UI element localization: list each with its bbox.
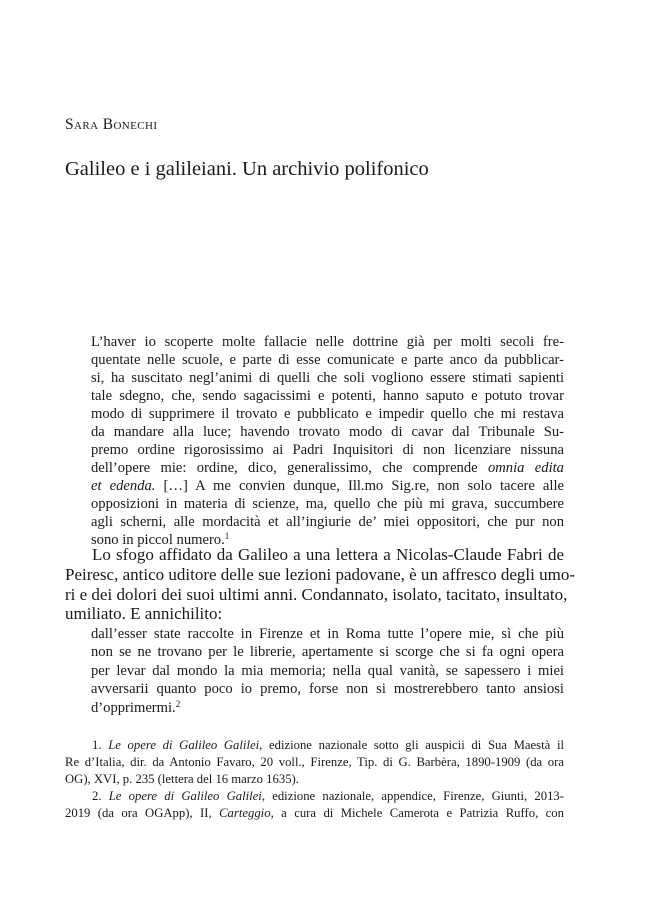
footnote-ref[interactable]: 1 (224, 531, 230, 541)
quote-line: per levar dal mondo la mia memoria; nella qual vanità, se sapessero i miei (91, 662, 564, 679)
paragraph-line: Lo sfogo affidato da Galileo a una lettera a Nicolas-Claude Fabri de (92, 545, 564, 564)
footnote-text: , edizione nazionale sotto gli auspicii di Sua Maestà il (259, 738, 564, 752)
quote-text: […] A me convien dunque, Ill.mo Sig.re, non solo tacere alle (155, 478, 564, 494)
footnote-number: 1. (92, 738, 109, 752)
quote-line: modo di supprimere il trovato e pubblicato e impedir quello che mi restava (91, 406, 564, 422)
quote-line: si, ha suscitato negl’animi di quelli che soli vogliono essere stimati sapienti (91, 370, 564, 386)
footnote-number: 2. (92, 789, 109, 803)
footnotes (65, 737, 564, 822)
footnote-text: 2019 (da ora OGApp), II, (65, 806, 220, 820)
chapter-title: Galileo e i galileiani. Un archivio polifonico (65, 158, 429, 180)
quote-text: d’opprimermi. (91, 699, 176, 716)
quote-line: da mandare alla luce; havendo trovato modo di cavar dal Tribunale Su- (91, 424, 564, 440)
paragraph-line: ri e dei dolori dei suoi ultimi anni. Condannato, isolato, tacitato, insultato, (65, 584, 568, 604)
quote-line: premo ordine rigorosissimo ai Padri Inquisitori di non licenziare nissuna (91, 442, 564, 458)
footnote-line: Re d’Italia, dir. da Antonio Favaro, 20 voll., Firenze, Tip. di G. Barbèra, 1890-1909 (da ora (65, 755, 564, 769)
footnote-line: OG), XVI, p. 235 (lettera del 16 marzo 1635). (65, 772, 299, 786)
quote-line (91, 477, 564, 495)
quote-italic-text: et edenda. (91, 478, 156, 494)
quote-line: quentate nelle scuole, e parte di esse comunicate e parte anco da pubblicar- (91, 352, 564, 368)
footnote-italic-text: Le opere di Galileo Galilei (108, 789, 262, 803)
paragraph-line: Peiresc, antico uditore delle sue lezioni padovane, è un affresco degli umo- (65, 564, 575, 584)
footnote-2 (65, 788, 564, 805)
footnote-italic-text: Le opere di Galileo Galilei (108, 738, 260, 752)
quote-line: non se ne trovano per le librerie, apertamente si scorge che si fa ogni opera (91, 644, 564, 661)
quote-line (91, 459, 564, 477)
footnote-text: , a cura di Michele Camerota e Patrizia Ruffo, con (270, 806, 564, 820)
footnote-ref[interactable]: 2 (175, 698, 181, 709)
block-quote-peiresc (91, 333, 564, 549)
footnote-italic-text: Carteggio (219, 806, 271, 820)
quote-text: sono in piccol numero. (91, 532, 225, 548)
quote-line: dall’esser state raccolte in Firenze et in Roma tutte l’opere mie, sì che più (91, 626, 564, 642)
body-paragraph (65, 545, 575, 624)
quote-line: tale sdegno, che, sendo sagacissimi e potenti, hanno saputo e potuto trovar (91, 388, 564, 404)
quote-line: opposizioni in materia di scienze, ma, quello che più mi grava, succumbere (91, 496, 564, 512)
paragraph-line: umiliato. E annichilito: (65, 604, 223, 624)
quote-text: dell’opere mie: ordine, dico, generalissimo, che comprende (91, 460, 478, 476)
footnote-1 (65, 737, 564, 754)
author-name: Sara Bonechi (65, 116, 158, 133)
quote-italic-text: omnia edita (487, 460, 564, 476)
quote-line: L’haver io scoperte molte fallacie nelle dottrine già per molti secoli fre- (91, 334, 564, 350)
footnote-line (65, 805, 564, 822)
quote-line: agli scherni, alle mordacità et all’ingiurie de’ miei oppositori, che pur non (91, 514, 564, 530)
quote-line: avversarii quanto poco io premo, forse non si mostrerebbero tanto ansiosi (91, 681, 564, 698)
block-quote-opere (91, 625, 564, 717)
quote-line (91, 699, 564, 717)
footnote-text: , edizione nazionale, appendice, Firenze, Giunti, 2013- (261, 789, 564, 803)
